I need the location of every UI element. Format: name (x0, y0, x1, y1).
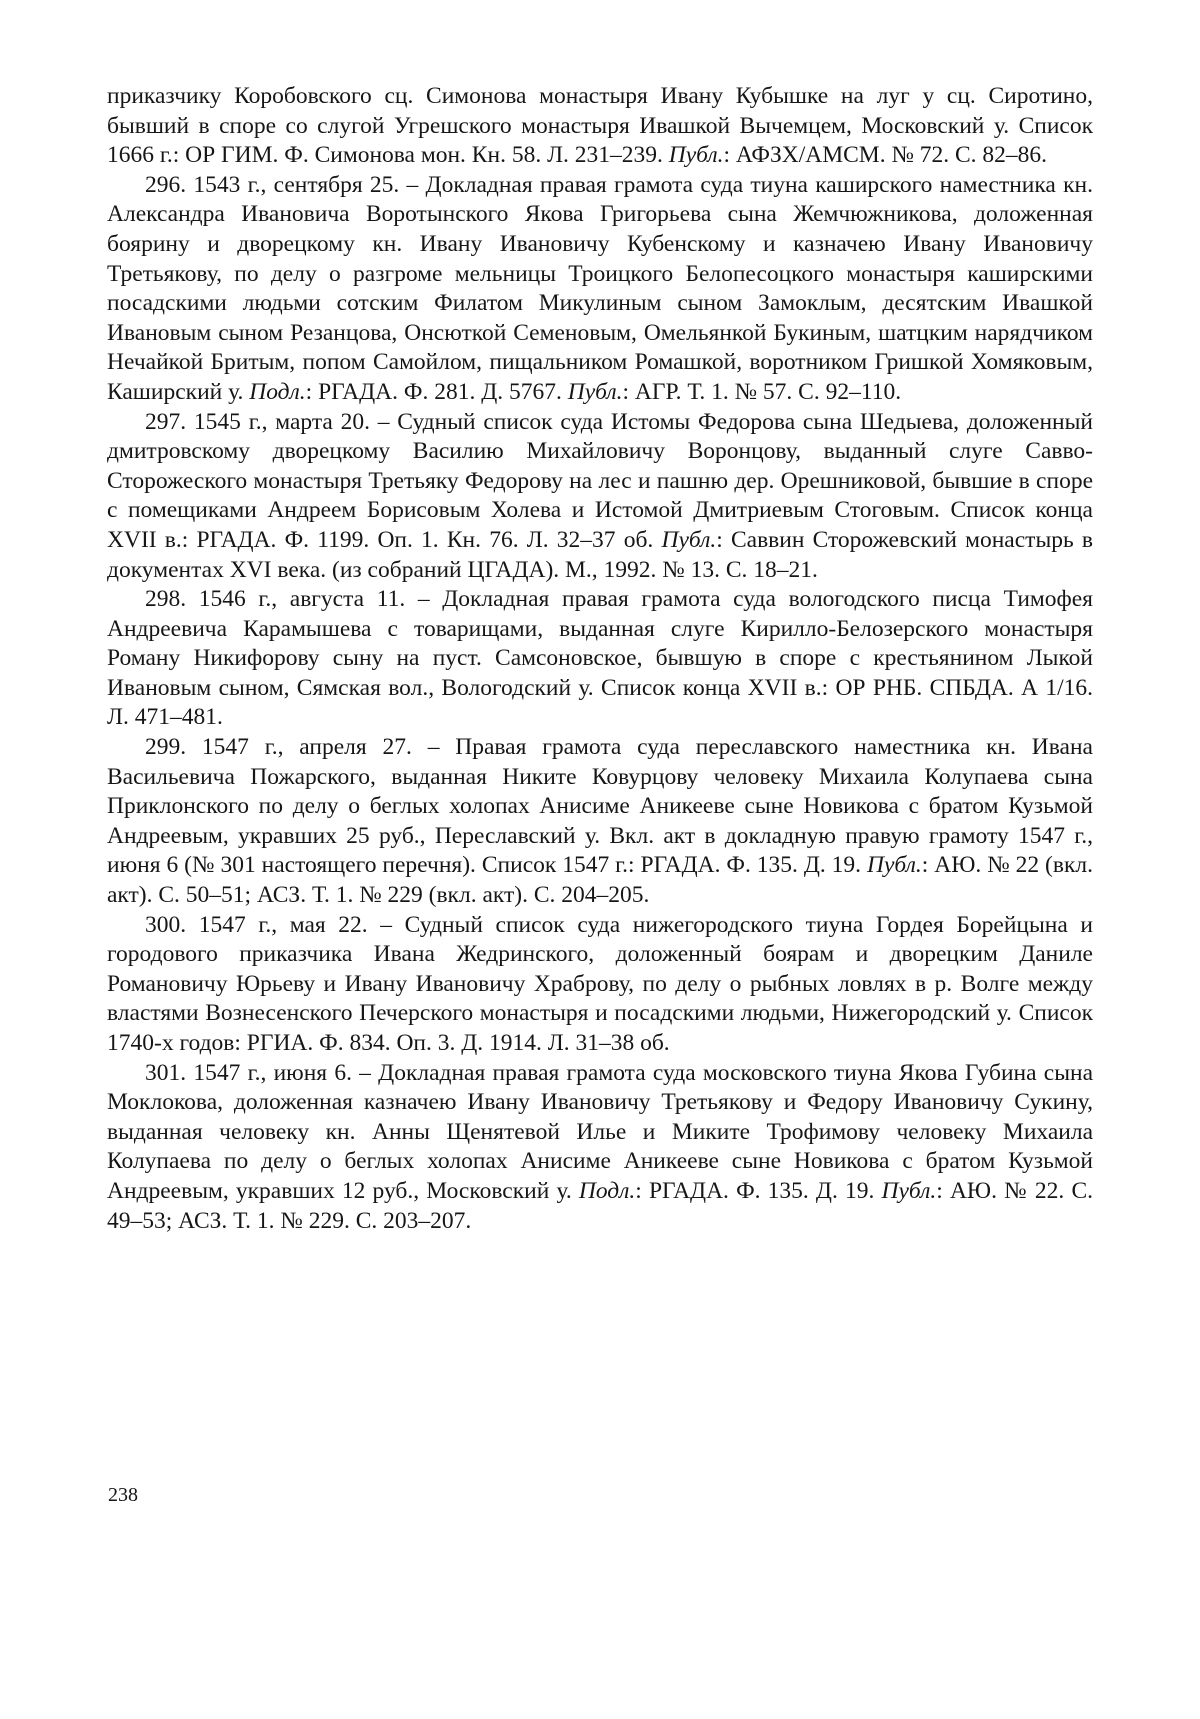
text-run: : РГАДА. Ф. 281. Д. 5767. (305, 378, 568, 405)
text-run: : АЮ. № 22. С. 49–53; АСЗ. Т. 1. № 229. С. 203–207. (107, 1177, 1094, 1234)
text-run-italic: Подл. (249, 378, 306, 405)
text-run: : Саввин Сторожевский монастырь в документах XVI века. (из собраний ЦГАДА). М., 1992. № 13. С. 18–21. (107, 526, 1093, 583)
entry-295-continuation (107, 82, 1093, 171)
text-run: 300. 1547 г., мая 22. – Судный список суда нижегородского тиуна Гордея Борейцына и городового приказчика Ивана Жедринского, доложенный боярам и дворецким Даниле Романовичу Юрьеву и Ивану Ивановичу Храброву, по делу о рыбных ловлях в р. Волге между властями Вознесенского Печерского монастыря и посадскими людьми, Нижегородский у. Список 1740-х годов: РГИА. Ф. 834. Оп. 3. Д. 1914. Л. 31–38 об. (107, 911, 1093, 1056)
text-run: : РГАДА. Ф. 135. Д. 19. (635, 1177, 882, 1204)
text-run-italic: Публ. (567, 378, 623, 405)
text-run-italic: Публ. (668, 142, 724, 169)
text-run: : АФЗХ/АМСМ. № 72. С. 82–86. (723, 142, 1048, 169)
entry-298 (107, 585, 1093, 733)
entry-301 (107, 1059, 1093, 1237)
text-run: приказчику Коробовского сц. Симонова монастыря Ивану Кубышке на луг у сц. Сиротино, бывший в споре со слугой Угрешского монастыря Ивашкой Вычемцем, Московский у. Список 1666 г.: ОР ГИМ. Ф. Симонова мон. Кн. 58. Л. 231–239. (107, 83, 1093, 169)
entry-297 (107, 408, 1093, 586)
text-run: 301. 1547 г., июня 6. – Докладная правая грамота суда московского тиуна Якова Губина сына Моклокова, доложенная казначею Ивану Ивановичу Третьякову и Федору Ивановичу Сукину, выданная человеку кн. Анны Щенятевой Илье и Миките Трофимову человеку Михаила Колупаева по делу о беглых холопах Анисиме Аникееве сыне Новикова с братом Кузьмой Андреевым, укравших 12 руб., Московский у. (107, 1059, 1093, 1204)
text-run: 299. 1547 г., апреля 27. – Правая грамота суда переславского наместника кн. Ивана Васильевича Пожарского, выданная Никите Ковурцову человеку Михаила Колупаева сына Приклонского по делу о беглых холопах Анисиме Аникееве сыне Новикова с братом Кузьмой Андреевым, укравших 25 руб., Переславский у. Вкл. акт в докладную правую грамоту 1547 г., июня 6 (№ 301 настоящего перечня). Список 1547 г.: РГАДА. Ф. 135. Д. 19. (107, 734, 1093, 879)
text-run: : АГР. Т. 1. № 57. С. 92–110. (622, 378, 902, 405)
text-run: : АЮ. № 22 (вкл. акт). С. 50–51; АСЗ. Т. 1. № 229 (вкл. акт). С. 204–205. (107, 852, 1093, 909)
entry-300 (107, 911, 1093, 1059)
text-run-italic: Публ. (661, 526, 717, 553)
text-run-italic: Публ. (881, 1177, 937, 1204)
text-run-italic: Подл. (578, 1177, 636, 1204)
text-block (107, 82, 1093, 1236)
entry-296 (107, 171, 1093, 408)
entry-299 (107, 733, 1093, 911)
text-run: 297. 1545 г., марта 20. – Судный список суда Истомы Федорова сына Шедыева, доложенный дмитровскому дворецкому Василию Михайловичу Воронцову, выданный слуге Савво-Сторожеского монастыря Третьяку Федорову на лес и пашню дер. Орешниковой, бывшие в споре с помещиками Андреем Борисовым Холева и Истомой Дмитриевым Стоговым. Список конца XVII в.: РГАДА. Ф. 1199. Оп. 1. Кн. 76. Л. 32–37 об. (107, 408, 1093, 553)
text-run: 296. 1543 г., сентября 25. – Докладная правая грамота суда тиуна каширского наместника кн. Александра Ивановича Воротынского Якова Григорьева сына Жемчюжникова, доложенная боярину и дворецкому кн. Ивану Ивановичу Кубенскому и казначею Ивану Ивановичу Третьякову, по делу о разгроме мельницы Троицкого Белопесоцкого монастыря каширскими посадскими людьми сотским Филатом Микулиным сыном Замоклым, десятским Ивашкой Ивановым сыном Резанцова, Онсюткой Семеновым, Омельянкой Букиным, шатцким нарядчиком Нечайкой Бритым, попом Самойлом, пищальником Ромашкой, воротником Гришкой Хомяковым, Каширский у. (107, 171, 1093, 405)
text-run-italic: Публ. (867, 852, 922, 879)
text-run: 298. 1546 г., августа 11. – Докладная правая грамота суда вологодского писца Тимофея Андреевича Карамышева с товарищами, выданная слуге Кирилло-Белозерского монастыря Роману Никифорову сыну на пуст. Самсоновское, бывшую в споре с крестьянином Лыкой Ивановым сыном, Сямская вол., Вологодский у. Список конца XVII в.: ОР РНБ. СПБДА. А 1/16. Л. 471–481. (107, 586, 1093, 731)
page-number: 238 (108, 1484, 138, 1506)
